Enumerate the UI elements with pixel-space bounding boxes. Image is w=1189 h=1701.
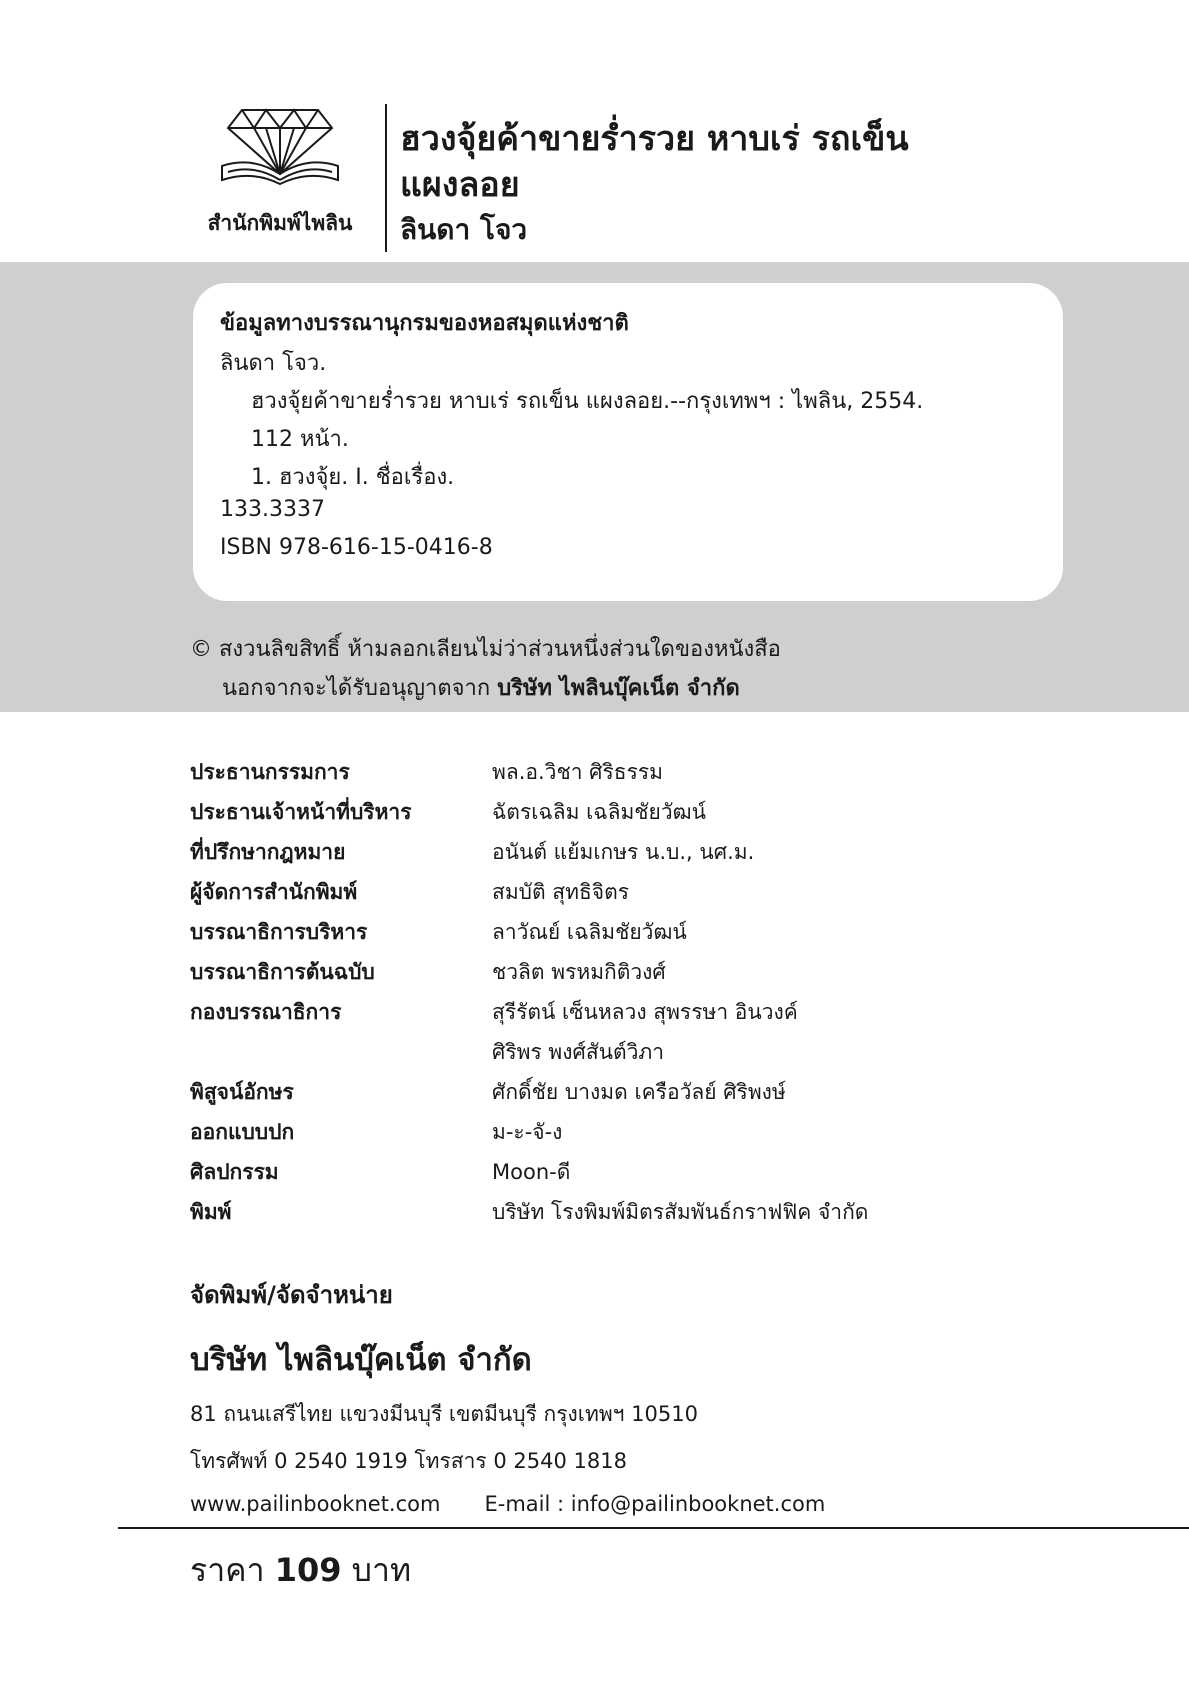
staff-row: [190, 1192, 1090, 1232]
staff-names: ศักดิ์ชัย บางมด เครือวัลย์ ศิริพงษ์: [492, 1080, 786, 1104]
staff-role: พิมพ์: [190, 1200, 232, 1224]
staff-row: [190, 912, 1090, 952]
price-amount: 109: [274, 1551, 342, 1589]
website-link[interactable]: www.pailinbooknet.com: [190, 1492, 441, 1516]
staff-row: [190, 992, 1090, 1032]
staff-names: สุรีรัตน์ เซ็นหลวง สุพรรษา อินวงค์: [492, 1000, 798, 1024]
staff-row: [190, 1072, 1090, 1112]
cip-subject: 1. ฮวงจุ้ย. I. ชื่อเรื่อง.: [251, 465, 455, 490]
cip-title: ฮวงจุ้ยค้าขายร่ำรวย หาบเร่ รถเข็น แผงลอย.--กรุงเทพฯ : ไพลิน, 2554.: [251, 389, 924, 414]
copyright-line-2: [190, 669, 781, 708]
staff-role: บรรณาธิการบริหาร: [190, 920, 368, 944]
distribution-contact: [190, 1492, 825, 1516]
staff-role: ที่ปรึกษากฎหมาย: [190, 840, 346, 864]
price-currency: บาท: [351, 1551, 412, 1589]
staff-row: [190, 1032, 1090, 1072]
staff-names: ชวลิต พรหมกิติวงศ์: [492, 960, 666, 984]
staff-list: [190, 752, 1090, 1232]
staff-names: อนันต์ แย้มเกษร น.บ., นศ.ม.: [492, 840, 755, 864]
copyright-company: บริษัท ไพลินบุ๊คเน็ต จำกัด: [497, 676, 740, 701]
staff-role: บรรณาธิการต้นฉบับ: [190, 960, 375, 984]
cip-author: ลินดา โจว.: [220, 351, 327, 376]
staff-row: [190, 1112, 1090, 1152]
staff-row: [190, 792, 1090, 832]
staff-names: Moon-ดี: [492, 1160, 571, 1184]
distribution-company: บริษัท ไพลินบุ๊คเน็ต จำกัด: [190, 1342, 532, 1378]
distribution-info: [190, 1275, 825, 1516]
staff-role: ผู้จัดการสำนักพิมพ์: [190, 880, 358, 904]
staff-names: ฉัตรเฉลิม เฉลิมชัยวัฒน์: [492, 800, 706, 824]
book-author: ลินดา โจว: [400, 213, 528, 246]
staff-role: กองบรรณาธิการ: [190, 1000, 342, 1024]
staff-role: ศิลปกรรม: [190, 1160, 279, 1184]
staff-role: ออกแบบปก: [190, 1120, 295, 1144]
staff-role: พิสูจน์อักษร: [190, 1080, 294, 1104]
price-label: ราคา: [190, 1551, 265, 1589]
staff-names: พล.อ.วิชา ศิริธรรม: [492, 760, 664, 784]
distribution-phone: โทรศัพท์ 0 2540 1919 โทรสาร 0 2540 1818: [190, 1449, 627, 1473]
diamond-book-icon: [218, 104, 342, 186]
publisher-name: สำนักพิมพ์ไพลิน: [207, 211, 353, 235]
distribution-address: 81 ถนนเสรีไทย แขวงมีนบุรี เขตมีนบุรี กรุงเทพฯ 10510: [190, 1402, 698, 1426]
staff-row: [190, 952, 1090, 992]
cip-pages: 112 หน้า.: [251, 427, 349, 452]
copyright-notice: [190, 630, 781, 708]
staff-row: [190, 872, 1090, 912]
staff-row: [190, 832, 1090, 872]
page-header: [0, 0, 1189, 262]
cip-box: [193, 283, 1063, 601]
staff-role: ประธานกรรมการ: [190, 760, 350, 784]
price: [190, 1545, 411, 1596]
staff-row: [190, 1152, 1090, 1192]
staff-names: สมบัติ สุทธิจิตร: [492, 880, 630, 904]
book-title: ฮวงจุ้ยค้าขายร่ำรวย หาบเร่ รถเข็น แผงลอย: [400, 119, 909, 205]
staff-role: [190, 1032, 492, 1072]
distribution-label: จัดพิมพ์/จัดจำหน่าย: [190, 1281, 393, 1309]
publisher-logo: [190, 104, 370, 244]
staff-role: ประธานเจ้าหน้าที่บริหาร: [190, 800, 412, 824]
staff-row: [190, 752, 1090, 792]
footer-divider: [118, 1527, 1189, 1529]
staff-names: บริษัท โรงพิมพ์มิตรสัมพันธ์กราฟฟิค จำกัด: [492, 1200, 869, 1224]
copyright-line-1: © สงวนลิขสิทธิ์ ห้ามลอกเลียนไม่ว่าส่วนหนึ่งส่วนใดของหนังสือ: [190, 637, 781, 662]
cip-classification: 133.3337: [220, 497, 325, 522]
staff-names: ม-ะ-จั-ง: [492, 1120, 563, 1144]
cip-isbn: ISBN 978-616-15-0416-8: [220, 535, 493, 560]
email-link[interactable]: E-mail : info@pailinbooknet.com: [484, 1492, 826, 1516]
header-divider: [385, 104, 387, 252]
staff-names: ลาวัณย์ เฉลิมชัยวัฒน์: [492, 920, 687, 944]
staff-names: ศิริพร พงศ์สันต์วิภา: [492, 1040, 665, 1064]
cip-heading: ข้อมูลทางบรรณานุกรมของหอสมุดแห่งชาติ: [220, 311, 629, 336]
copyright-prefix: นอกจากจะได้รับอนุญาตจาก: [222, 676, 491, 701]
